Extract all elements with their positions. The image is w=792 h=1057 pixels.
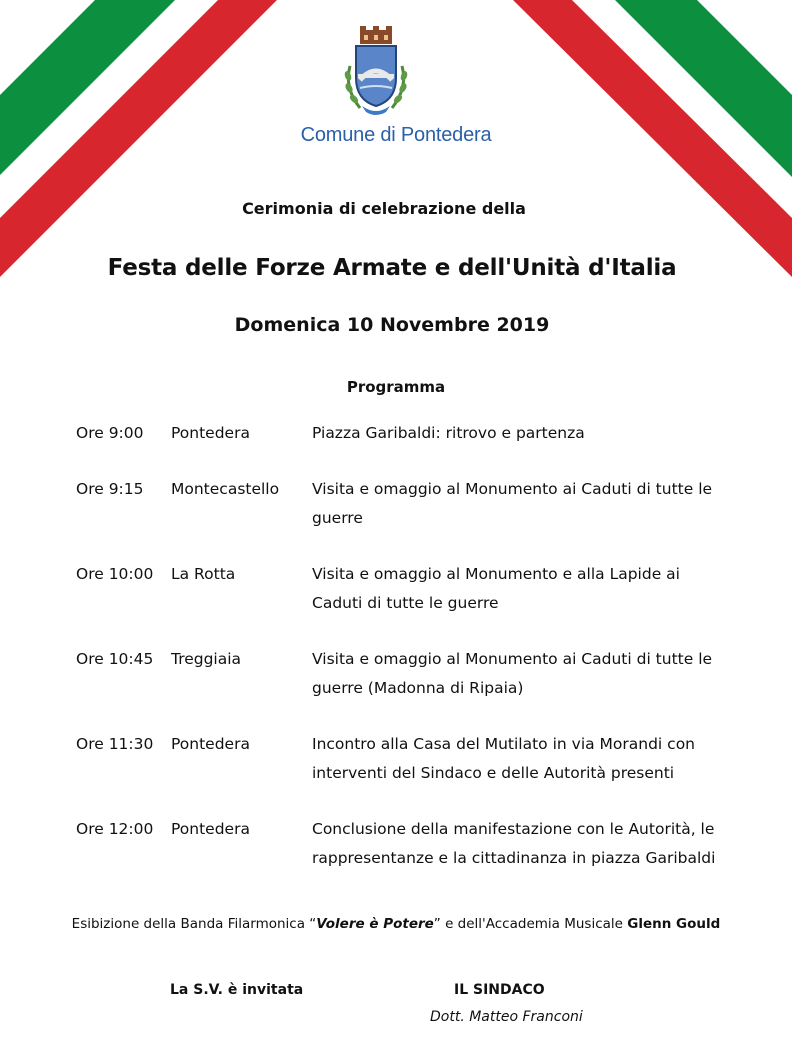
description-line: Piazza Garibaldi: ritrovo e partenza (312, 424, 585, 442)
program-description (312, 815, 732, 873)
program-time: Ore 12:00 (76, 820, 154, 838)
program-place: Montecastello (171, 480, 280, 498)
program-time: Ore 10:45 (76, 650, 154, 668)
band-note-middle: ” e dell'Accademia Musicale (433, 916, 628, 932)
program-time: Ore 11:30 (76, 735, 154, 753)
event-intro: Cerimonia di celebrazione della (242, 199, 526, 218)
event-title: Festa delle Forze Armate e dell'Unità d'Italia (107, 255, 677, 281)
program-place: La Rotta (171, 565, 236, 583)
program-description (312, 475, 732, 533)
band-note-prefix: Esibizione della Banda Filarmonica “ (71, 916, 317, 932)
description-line: Visita e omaggio al Monumento ai Caduti di tutte le (312, 480, 713, 498)
mayor-name: Dott. Matteo Franconi (430, 1009, 583, 1025)
program-description (312, 730, 732, 788)
band-name: Volere è Potere (316, 916, 434, 932)
description-line: Conclusione della manifestazione con le Autorità, le (312, 820, 715, 838)
program-place: Pontedera (171, 820, 250, 838)
description-line: Caduti di tutte le guerre (312, 594, 499, 612)
description-line: Visita e omaggio al Monumento e alla Lapide ai (312, 565, 680, 583)
program-description (312, 560, 732, 618)
program-time: Ore 9:15 (76, 480, 144, 498)
program-place: Pontedera (171, 735, 250, 753)
invitation-text: La S.V. è invitata (170, 982, 304, 998)
mayor-role: IL SINDACO (454, 982, 545, 998)
description-line: rappresentanze e la cittadinanza in piazza Garibaldi (312, 849, 716, 867)
academy-name: Glenn Gould (627, 916, 721, 932)
program-place: Pontedera (171, 424, 250, 442)
description-line: Visita e omaggio al Monumento ai Caduti di tutte le (312, 650, 713, 668)
description-line: Incontro alla Casa del Mutilato in via Morandi con (312, 735, 695, 753)
coat-of-arms-icon (340, 26, 412, 118)
program-heading: Programma (346, 378, 446, 396)
band-performance-note (0, 916, 792, 932)
description-line: interventi del Sindaco e delle Autorità presenti (312, 764, 675, 782)
program-description (312, 645, 732, 703)
description-line: guerre (312, 509, 363, 527)
program-description (312, 419, 732, 448)
organization-name: Comune di Pontedera (300, 124, 492, 146)
program-place: Treggiaia (171, 650, 242, 668)
event-date: Domenica 10 Novembre 2019 (234, 314, 550, 336)
program-time: Ore 10:00 (76, 565, 154, 583)
program-time: Ore 9:00 (76, 424, 144, 442)
description-line: guerre (Madonna di Ripaia) (312, 679, 524, 697)
